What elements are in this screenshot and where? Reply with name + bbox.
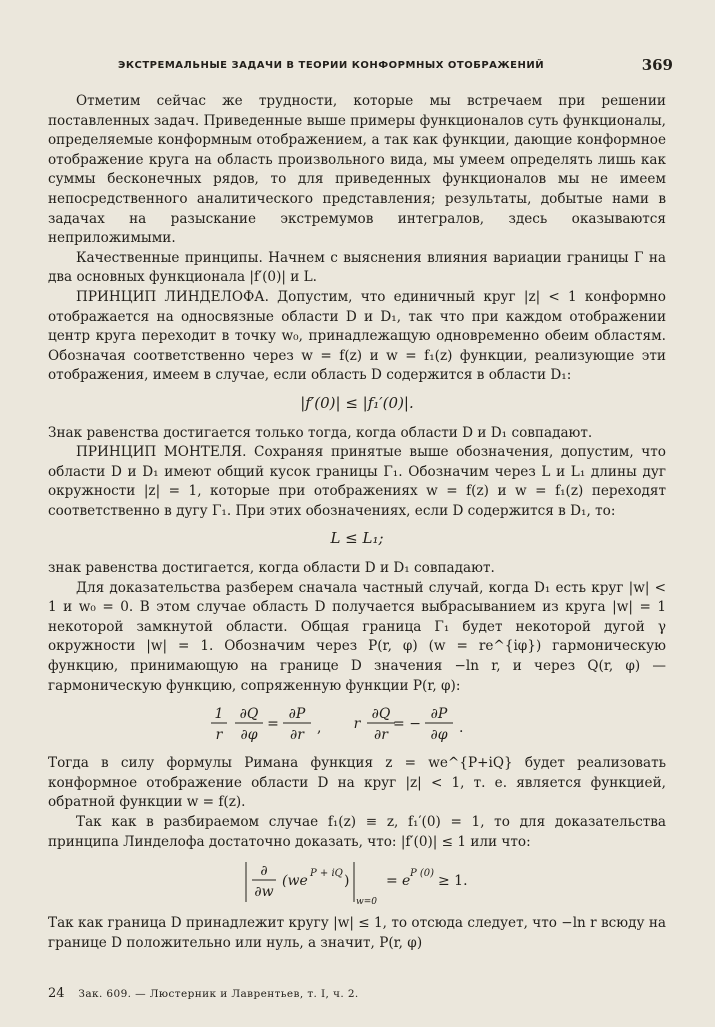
- svg-text:,: ,: [317, 720, 322, 737]
- formula-lindelof-inequality: |f′(0)| ≤ |f₁′(0)|.: [300, 393, 414, 412]
- paragraph-equality-lindelof: Знак равенства достигается только тогда, когда области D и D₁ совпадают.: [48, 424, 593, 441]
- svg-text:=: =: [386, 873, 398, 890]
- paragraph-difficulties: Отметим сейчас же трудности, которые мы встречаем при решении поставленных задач. Приведенные выше примеры функционалов суть функционалы, определяемые конформным отображением, а так как функции, дающие конформное отображение круга на область произвольного вида, мы умеем определять лишь как суммы бесконечных рядов, то для приведенных функционалов мы не имеем непосредственного аналитического представления; результаты, добытые нами в задачах на разыскание экстремумов интегралов, здесь оказываются неприложимыми.: [48, 93, 666, 247]
- derivative-inequality: [242, 858, 472, 906]
- svg-text:r: r: [353, 716, 361, 733]
- signature-folio: 24: [48, 986, 65, 1001]
- page-number: 369: [641, 56, 673, 74]
- svg-text:∂φ: ∂φ: [430, 727, 448, 744]
- paragraph-boundary-conclusion: Так как граница D принадлежит кругу |w| ≤ 1, то отсюда следует, что −ln r всюду на границе D положительно или нуль, а значит, P(r, φ): [48, 915, 666, 951]
- paragraph-montel-principle: ПРИНЦИП МОНТЕЛЯ. Сохраняя принятые выше обозначения, допустим, что области D и D₁ имеют общий кусок границы Γ₁. Обозначим через L и L₁ длины дуг окружности |z| = 1, которые при отображениях w = f(z) и w = f₁(z) переходят соответственно в дугу Γ₁. При этих обозначениях, если D содержится в D₁, то:: [48, 444, 666, 519]
- cauchy-riemann-equations: [207, 702, 507, 746]
- svg-text:∂r: ∂r: [374, 727, 388, 744]
- paragraph-qualitative-principles: Качественные принципы. Начнем с выяснения влияния вариации границы Γ на два основных функционала |f′(0)| и L.: [48, 249, 666, 286]
- printer-imprint: Зак. 609. — Люстерник и Лаврентьев, т. I, ч. 2.: [78, 988, 359, 1000]
- svg-text:= −: = −: [393, 716, 421, 733]
- formula-cauchy-riemann: [48, 702, 666, 746]
- formula-derivative-at-zero: [48, 858, 666, 906]
- running-head: ЭКСТРЕМАЛЬНЫЕ ЗАДАЧИ В ТЕОРИИ КОНФОРМНЫХ ОТОБРАЖЕНИЙ: [118, 60, 545, 71]
- page-header: [118, 56, 673, 80]
- formula-montel-inequality: L ≤ L₁;: [330, 529, 384, 548]
- paragraph-riemann-formula: Тогда в силу формулы Римана функция z = we^{P+iQ} будет реализовать конформное отображение области D на круг |z| < 1, т. е. является функцией, обратной функции w = f(z).: [48, 755, 666, 811]
- svg-text:w=0: w=0: [356, 897, 377, 908]
- svg-text:∂: ∂: [260, 863, 268, 880]
- svg-text:∂P: ∂P: [430, 706, 448, 723]
- svg-text:≥ 1.: ≥ 1.: [438, 873, 468, 890]
- svg-text:1: 1: [214, 706, 224, 723]
- svg-text:P (0): P (0): [410, 868, 435, 880]
- svg-text:.: .: [459, 720, 464, 737]
- svg-text:): ): [344, 873, 350, 890]
- svg-text:r: r: [215, 727, 223, 744]
- page-footer: [48, 986, 666, 1001]
- svg-text:∂Q: ∂Q: [239, 706, 259, 723]
- body-text: [48, 92, 666, 953]
- paragraph-lindelof-reduction: Так как в разбираемом случае f₁(z) ≡ z, f₁′(0) = 1, то для доказательства принципа Линделофа достаточно доказать, что: |f′(0)| ≤ 1 или что:: [48, 814, 666, 850]
- svg-text:∂Q: ∂Q: [371, 706, 391, 723]
- svg-text:=: =: [267, 716, 279, 733]
- svg-text:∂P: ∂P: [288, 706, 306, 723]
- svg-text:P + iQ: P + iQ: [310, 868, 343, 880]
- svg-text:∂φ: ∂φ: [240, 727, 258, 744]
- paragraph-equality-montel: знак равенства достигается, когда области D и D₁ совпадают.: [48, 560, 495, 577]
- svg-text:∂r: ∂r: [290, 727, 304, 744]
- svg-text:e: e: [402, 873, 411, 890]
- paragraph-lindelof-principle: ПРИНЦИП ЛИНДЕЛОФА. Допустим, что единичный круг |z| < 1 конформно отображается на односвязные области D и D₁, так что при каждом отображении центр круга переходит в точку w₀, принадлежащую одновременно обеим областям. Обозначая соответственно через w = f(z) и w = f₁(z) функции, реализующие эти отображения, имеем в случае, если область D содержится в области D₁:: [48, 288, 666, 384]
- paragraph-proof-special-case: Для доказательства разберем сначала частный случай, когда D₁ есть круг |w| < 1 и w₀ = 0. В этом случае область D получается выбрасыванием из круга |w| = 1 некоторой замкнутой области. Общая граница Γ₁ будет некоторой дугой γ окружности |w| = 1. Обозначим через P(r, φ) (w = re^{iφ}) гармоническую функцию, принимающую на границе D значения −ln r, и через Q(r, φ) — гармоническую функцию, сопряженную функции P(r, φ):: [48, 579, 666, 694]
- svg-text:(we: (we: [282, 873, 308, 890]
- svg-text:∂w: ∂w: [254, 884, 274, 901]
